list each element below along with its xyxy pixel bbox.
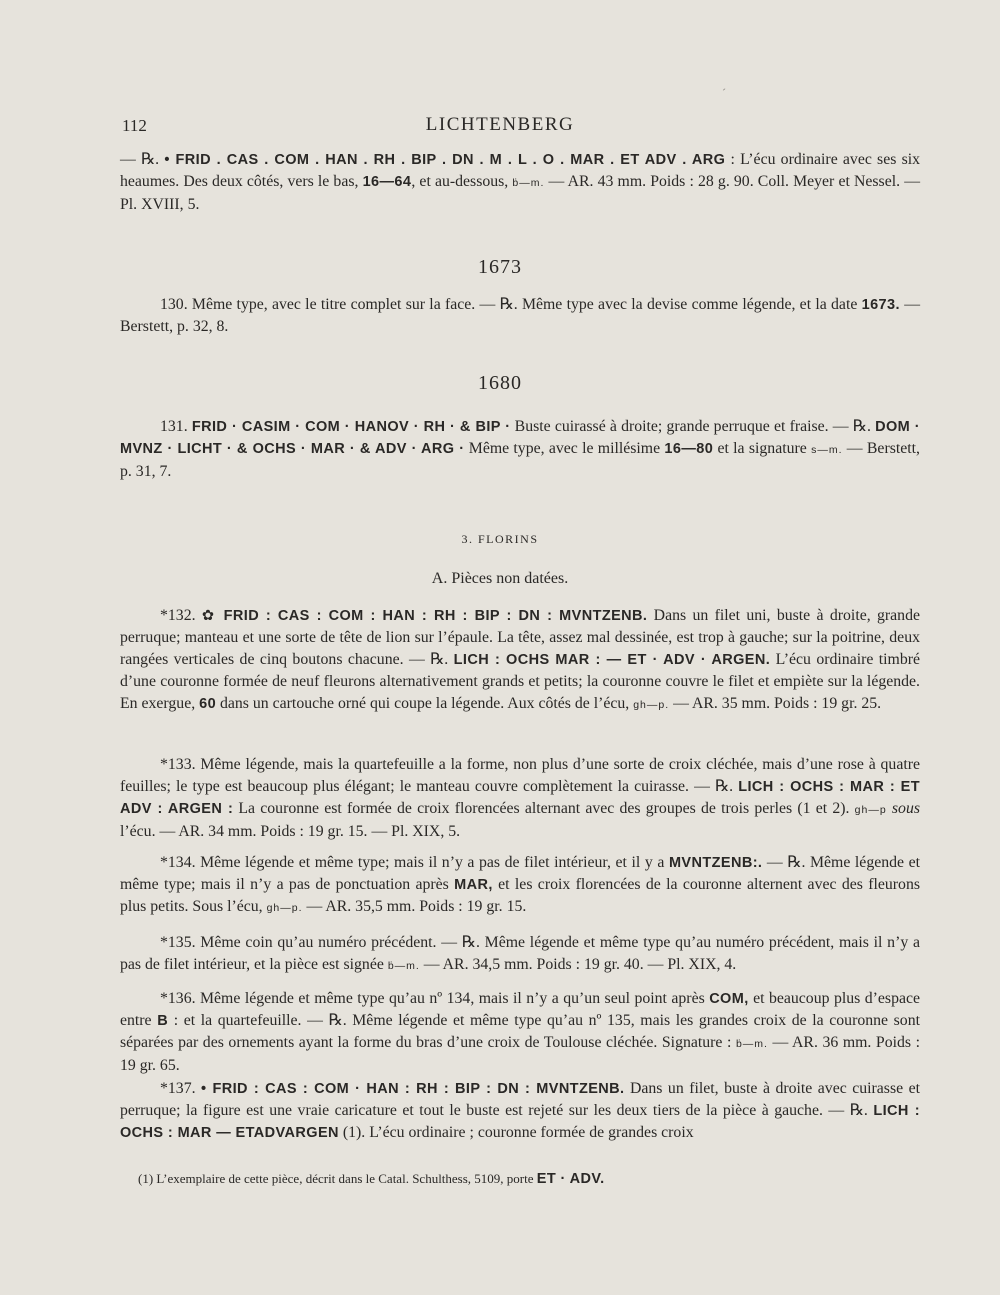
legend: MAR, [454,877,493,893]
legend: LICH : OCHS : MAR — ETADVARGEN [120,1103,921,1141]
legend: B [157,1013,169,1029]
legend: FRID · CASIM · COM · HANOV · RH · & BIP · [191,419,511,435]
year-heading-1673: 1673 [478,256,522,278]
entry-133: *133. Même légende, mais la quartefeuille a la forme, non plus d’une sorte de croix cléchée, mais d’une rose à quatre feuilles; le type est beaucoup plus élégant; le manteau couvre complètement la cuirasse. — ℞. LICH : OCHS : MAR : ET ADV : ARGEN : La couronne est formée de croix florencées alternant avec des groupes de trois perles (1 et 2). gh—p sous l’écu. — AR. 34 mm. Poids : 19 gr. 15. — Pl. XIX, 5. [120,756,920,840]
entry-135: *135. Même coin qu’au numéro précédent. — ℞. Même légende et même type qu’au numéro précédent, mais il n’y a pas de filet intérieur, et la pièce est signée ḃ—m. — AR. 34,5 mm. Poids : 19 gr. 40. — Pl. XIX, 4. [120,934,920,973]
entry-134: *134. Même légende et même type; mais il n’y a pas de filet intérieur, et il y a MVNTZENB:. — ℞. Même légende et même type; mais il n’y a pas de ponctuation après MAR, et les croix florencées de la couronne alternent avec des fleurons plus petits. Sous l’écu, gh—p. — AR. 35,5 mm. Poids : 19 gr. 15. [120,854,921,915]
subsection-heading: A. Pièces non datées. [431,570,569,587]
signature: gh—p. [266,902,303,914]
running-title: LICHTENBERG [425,114,575,135]
signature: ḃ—m. [387,960,420,972]
entry-136: *136. Même légende et même type qu’au nº 134, mais il n’y a qu’un seul point après COM, et beaucoup plus d’espace entre B : et la quartefeuille. — ℞. Même légende et même type qu’au nº 135, mais les grandes croix de la couronne sont séparées par des ornements ayant la forme du bras d’une croix de Toulouse cléchée. Signature : ḃ—m. — AR. 36 mm. Poids : 19 gr. 65. [120,990,920,1074]
date: 16—64 [362,174,412,190]
legend: DOM · MVNZ · LICHT · & OCHS · MAR · & ADV · ARG · [120,419,921,457]
legend: MVNTZENB:. [668,855,763,871]
date: 16—80 [664,441,714,457]
entry-137: *137. • FRID : CAS : COM · HAN : RH : BIP : DN : MVNTZENB. Dans un filet, buste à droite avec cuirasse et perruque; la figure est une vraie caricature et tout le buste est rejeté sur les deux tiers de la pièce à gauche. — ℞. LICH : OCHS : MAR — ETADVARGEN (1). L’écu ordinaire ; couronne formée de grandes croix [120,1080,921,1141]
signature: s—m. [811,444,843,456]
legend: ET · ADV. [536,1171,605,1187]
signature: ḃ—m. [735,1038,768,1050]
legend: LICH : OCHS : MAR : ET ADV : ARGEN : [120,779,920,817]
footnote: (1) L’exemplaire de cette pièce, décrit dans le Catal. Schulthess, 5109, porte ET · ADV. [138,1171,605,1187]
pencil-mark: ´ [722,86,726,100]
entry-129-continuation: — ℞. • FRID . CAS . COM . HAN . RH . BIP . DN . M . L . O . MAR . ET ADV . ARG : L’écu ordinaire avec ses six heaumes. Des deux côtés, vers le bas, 16—64, et au-dessous, ḃ—m. — AR. 43 mm. Poids : 28 g. 90. Coll. Meyer et Nessel. — Pl. XVIII, 5. [120,151,921,213]
date: 1673. [861,297,900,313]
signature: gh—p [854,804,887,816]
entry-130: 130. Même type, avec le titre complet sur la face. — ℞. Même type avec la devise comme légende, et la date 1673. — Berstett, p. 32, 8. [120,296,920,335]
legend: LICH : OCHS MAR : — ET · ADV · ARGEN. [453,652,771,668]
legend: ✿ FRID : CAS : COM : HAN : RH : BIP : DN : MVNTZENB. [201,608,648,624]
signature: gh—p. [633,699,670,711]
legend: • FRID : CAS : COM · HAN : RH : BIP : DN : MVNTZENB. [201,1081,625,1097]
section-heading: 3. FLORINS [461,532,539,546]
entry-131: 131. FRID · CASIM · COM · HANOV · RH · & BIP · Buste cuirassé à droite; grande perruque et fraise. — ℞. DOM · MVNZ · LICHT · & OCHS · MAR · & ADV · ARG · Même type, avec le millésime 16—80 et la signature s—m. — Berstett, p. 31, 7. [120,418,921,480]
page-number: 112 [122,116,147,135]
legend: COM, [709,991,749,1007]
entry-132: *132. ✿ FRID : CAS : COM : HAN : RH : BIP : DN : MVNTZENB. Dans un filet uni, buste à droite, grande perruque; manteau et une sorte de tête de lion sur l’épaule. La tête, assez mal dessinée, est trop à gauche; sur la poitrine, deux rangées verticales de cinq boutons chacune. — ℞. LICH : OCHS MAR : — ET · ADV · ARGEN. L’écu ordinaire timbré d’une couronne formée de neuf fleurons alternativement grands et petits; la couronne couvre le filet et empiète sur la légende. En exergue, 60 dans un cartouche orné qui coupe la légende. Aux côtés de l’écu, gh—p. — AR. 35 mm. Poids : 19 gr. 25. [120,607,920,712]
year-heading-1680: 1680 [478,372,522,394]
legend: • FRID . CAS . COM . HAN . RH . BIP . DN . M . L . O . MAR . ET ADV . ARG [164,152,726,168]
number: 60 [199,696,217,712]
signature: ḃ—m. [512,177,545,189]
